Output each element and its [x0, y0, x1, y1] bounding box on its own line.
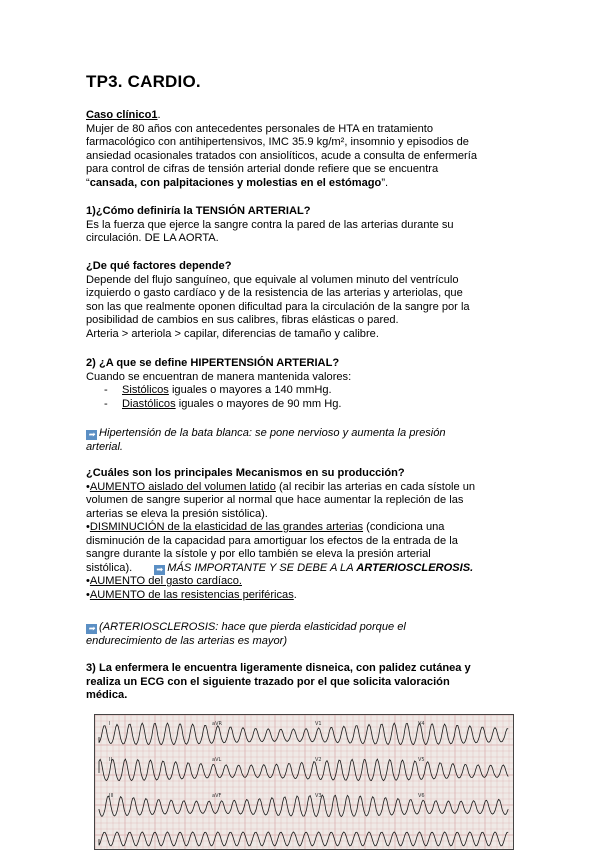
case-line: para control de cifras de tensión arterial donde refiere que se encuentra: [86, 163, 439, 175]
answer-line: circulación. DE LA AORTA.: [86, 232, 219, 244]
bullet: •: [86, 575, 90, 587]
answer-line: sangre durante la sístole y por ello también se eleva la presión arterial: [86, 548, 431, 560]
ecg-lead-label: V5: [418, 757, 425, 763]
mechanisms-section: [86, 467, 520, 602]
answer-line: disminución de la capacidad para amortiguar los efectos de la entrada de la: [86, 534, 458, 547]
arrow-right-icon: ➡: [154, 565, 165, 575]
question-3-line: realiza un ECG con el siguiente trazado por el que solicita valoración: [86, 675, 450, 688]
ecg-lead-label: aVR: [212, 721, 222, 727]
ecg-lead-trace: [99, 759, 508, 781]
answer-line: arterias se eleva la presión sistólica).: [86, 507, 268, 520]
ecg-lead-label: aVF: [212, 793, 222, 799]
question-3-section: [86, 662, 520, 703]
question-3-line: 3) La enfermera le encuentra ligeramente disneica, con palidez cutánea y: [86, 662, 471, 674]
dash: -: [104, 397, 108, 410]
mechanism-1: AUMENTO aislado del volumen latido: [89, 480, 276, 493]
mechanism-2-note: MÁS IMPORTANTE Y SE DEBE A LA: [167, 561, 357, 574]
answer-line: izquierdo o gasto cardíaco y de la resistencia de las arterias y arteriolas, que: [86, 287, 463, 299]
mechanism-2-detail: (condiciona una: [363, 521, 445, 533]
bullet: •: [86, 521, 90, 533]
mechanism-1-detail: (al recibir las arterias en cada sístole un: [275, 480, 476, 493]
ecg-lead-label: V2: [315, 757, 322, 763]
case-line: farmacológico con antihipertensivos, IMC 35.9 kg/m², insomnio y episodios de: [86, 136, 469, 148]
mechanisms-question: ¿Cuáles son los principales Mecanismos en su producción?: [86, 467, 405, 479]
ecg-lead-trace: [99, 723, 508, 745]
arteriosclerosis-note: [86, 621, 520, 648]
white-coat-note: [86, 427, 520, 454]
case-heading: [86, 109, 520, 123]
question-1-section: [86, 205, 520, 246]
ecg-rhythm-strip: [99, 832, 508, 846]
answer-line: Es la fuerza que ejerce la sangre contra la pared de las arterias durante su: [86, 218, 454, 231]
note-line: (ARTERIOSCLEROSIS: hace que pierda elasticidad porque el: [99, 621, 406, 633]
answer-line: Cuando se encuentran de manera mantenida valores:: [86, 370, 352, 383]
arrow-right-icon: ➡: [86, 430, 97, 440]
systolic-label: Sistólicos: [122, 384, 169, 396]
systolic-item: [86, 384, 520, 398]
arrow-right-icon: ➡: [86, 624, 97, 634]
diastolic-label: Diastólicos: [122, 397, 176, 410]
case-section: [86, 109, 520, 190]
question-1: 1)¿Cómo definiría la TENSIÓN ARTERIAL?: [86, 205, 311, 217]
ecg-lead-label: V6: [418, 793, 425, 799]
case-line: ansiedad ocasionales tratados con ansiolíticos, acude a consulta de enfermería: [86, 149, 477, 162]
bullet: •: [86, 480, 90, 493]
ecg-lead-label: V3: [315, 793, 322, 799]
case-line: Mujer de 80 años con antecedentes personales de HTA en tratamiento: [86, 122, 433, 135]
case-heading-text: Caso clínico1: [86, 109, 158, 121]
arteriosclerosis-emphasis: ARTERIOSCLEROSIS.: [356, 561, 474, 574]
ecg-lead-trace: [99, 795, 508, 817]
answer-line: son las que realmente oponen dificultad para la circulación de la sangre por la: [86, 300, 470, 313]
mechanism-4: AUMENTO de las resistencias periféricas: [89, 588, 294, 601]
dash: -: [104, 384, 108, 396]
ecg-image: [94, 714, 514, 850]
question-2: 2) ¿A que se define HIPERTENSIÓN ARTERIAL?: [86, 357, 340, 369]
ecg-trace-svg: [95, 715, 513, 849]
ecg-lead-label: I: [109, 721, 111, 727]
answer-line: volumen de sangre superior al normal que hace aumentar la repleción de las: [86, 494, 464, 506]
note-line: Hipertensión de la bata blanca: se pone nervioso y aumenta la presión: [99, 427, 446, 439]
page-title: TP3. CARDIO.: [86, 72, 201, 91]
note-line: endurecimiento de las arterias es mayor): [86, 634, 288, 647]
bullet: •: [86, 588, 90, 601]
answer-line: Depende del flujo sanguíneo, que equivale al volumen minuto del ventrículo: [86, 273, 459, 286]
ecg-lead-label: V4: [418, 721, 425, 727]
answer-line: posibilidad de cambios en sus calibres, fibras elásticas o pared.: [86, 314, 399, 326]
mechanism-4-suffix: .: [293, 588, 297, 601]
note-line: arterial.: [86, 440, 123, 453]
case-line: [86, 177, 520, 191]
answer-line: sistólica).: [86, 561, 133, 574]
quote-open: “: [86, 176, 90, 189]
ecg-lead-label: V1: [315, 721, 322, 727]
case-heading-suffix: .: [157, 109, 161, 121]
mechanism-3: AUMENTO del gasto cardíaco.: [89, 575, 242, 587]
systolic-value: iguales o mayores a 140 mmHg.: [168, 384, 332, 396]
question-2-section: [86, 357, 520, 411]
question-3-line: médica.: [86, 689, 128, 701]
ecg-lead-label: III: [109, 793, 114, 799]
diastolic-value: iguales o mayores de 90 mm Hg.: [175, 397, 342, 410]
answer-line: Arteria > arteriola > capilar, diferencias de tamaño y calibre.: [86, 327, 379, 340]
quote-close: ”.: [381, 176, 389, 189]
ecg-lead-label: aVL: [212, 757, 222, 763]
factors-section: [86, 260, 520, 341]
patient-complaint: cansada, con palpitaciones y molestias en el estómago: [89, 176, 382, 189]
mechanism-2: DISMINUCIÓN de la elasticidad de las grandes arterias: [89, 521, 364, 533]
diastolic-item: [86, 398, 520, 412]
factors-question: ¿De qué factores depende?: [86, 260, 232, 272]
ecg-lead-label: II: [109, 757, 112, 763]
